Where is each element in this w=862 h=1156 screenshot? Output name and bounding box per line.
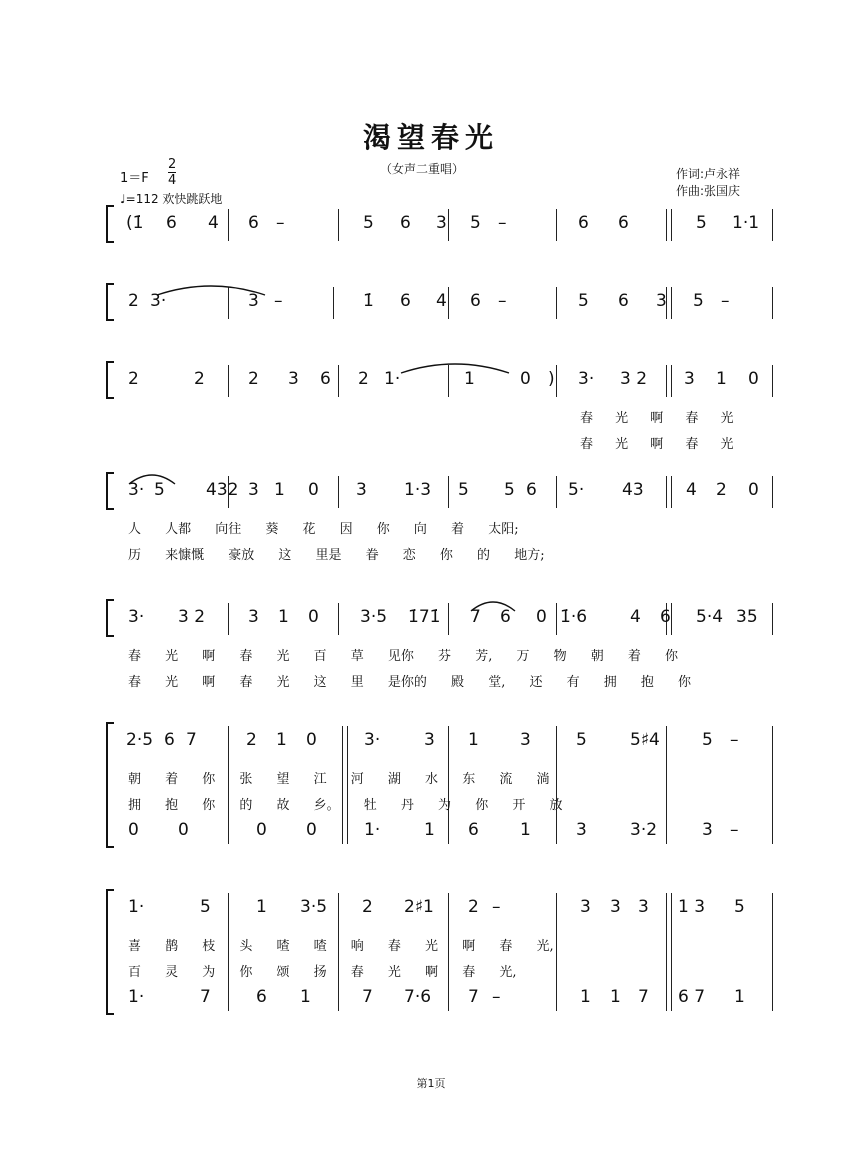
note: – — [498, 213, 507, 233]
note: 4 — [630, 607, 641, 627]
note: 5 — [200, 897, 211, 917]
lyric-line-2: 春 光 啊 春 光 这 里 是你的 殿 堂, 还 有 拥 抱 你 — [128, 675, 691, 690]
note: 5 — [470, 213, 481, 233]
note: 43 — [622, 480, 644, 500]
note: 1· — [128, 897, 145, 917]
note: 2 — [128, 369, 139, 389]
lower-voice-note: 1 — [580, 987, 591, 1007]
double-barline — [666, 287, 672, 319]
note: 1̇71̇ — [408, 607, 441, 627]
note: 3· — [128, 607, 145, 627]
note: 2 — [362, 897, 373, 917]
song-subtitle: （女声二重唱） — [380, 162, 465, 176]
double-barline — [666, 209, 672, 241]
note: 3 — [248, 607, 259, 627]
lower-voice-note: 7·6 — [404, 987, 432, 1007]
note: – — [498, 291, 507, 311]
note: 3 — [520, 730, 531, 750]
note: 0 — [748, 480, 759, 500]
note: 3 — [288, 369, 299, 389]
note: 1 — [276, 730, 287, 750]
score-row-4 — [108, 480, 778, 570]
composer-credit: 作曲:张国庆 — [676, 184, 741, 198]
note: 1· — [384, 369, 401, 389]
barline — [338, 603, 339, 635]
lyric-line-2: 春 光 啊 春 光 — [580, 437, 734, 452]
time-signature — [168, 157, 176, 188]
lyric-line-1: 朝 着 你 张 望 江 河 湖 水 东 流 淌 — [128, 772, 550, 787]
note: 1̇·6 — [560, 607, 588, 627]
double-barline — [666, 476, 672, 508]
note: 3· — [150, 291, 167, 311]
note: 5· — [568, 480, 585, 500]
slur-arc — [156, 283, 266, 297]
note: 0 — [308, 607, 319, 627]
lower-voice-note: 1 — [734, 987, 745, 1007]
barline — [333, 287, 334, 319]
system-bracket — [106, 599, 114, 637]
note: 6 — [526, 480, 537, 500]
note: 1 — [274, 480, 285, 500]
note: 4 — [686, 480, 697, 500]
note: 3· — [128, 480, 145, 500]
note: 0 — [536, 607, 547, 627]
note: ) — [548, 369, 555, 389]
note: 3 — [656, 291, 667, 311]
note: 3 2 — [178, 607, 206, 627]
barline — [448, 287, 449, 319]
note: (1̇ — [126, 213, 144, 233]
note: 4 — [208, 213, 219, 233]
barline — [338, 365, 339, 397]
barline — [556, 893, 557, 1011]
note: 5 — [458, 480, 469, 500]
barline — [556, 287, 557, 319]
system-bracket — [106, 889, 114, 1015]
note: 432 — [206, 480, 239, 500]
note: 3·5 — [360, 607, 388, 627]
note: 1 — [278, 607, 289, 627]
note: 5 — [578, 291, 589, 311]
tempo-marking: ♩=112 欢快跳跃地 — [120, 192, 223, 206]
note: 3· — [364, 730, 381, 750]
lower-voice-note: 0 — [256, 820, 267, 840]
lower-voice-note: – — [730, 820, 739, 840]
note: – — [730, 730, 739, 750]
note: 0 — [520, 369, 531, 389]
score-row-7 — [108, 897, 778, 1027]
note: 0 — [306, 730, 317, 750]
note: 1 — [464, 369, 475, 389]
note: 2·5 — [126, 730, 154, 750]
barline — [338, 476, 339, 508]
note: 5 — [702, 730, 713, 750]
note: 5 — [693, 291, 704, 311]
note: 2 — [248, 369, 259, 389]
lower-voice-note: 7 — [200, 987, 211, 1007]
note: 3 — [436, 213, 447, 233]
note: 7 — [186, 730, 197, 750]
note: 3 — [580, 897, 591, 917]
note: 6 — [164, 730, 175, 750]
barline — [228, 209, 229, 241]
note: 1 — [256, 897, 267, 917]
barline — [556, 209, 557, 241]
note: 35 — [736, 607, 758, 627]
time-bottom: 4 — [168, 173, 177, 188]
note: 3 — [684, 369, 695, 389]
lower-voice-note: 3·2 — [630, 820, 658, 840]
note: 1 — [716, 369, 727, 389]
score-row-6 — [108, 730, 778, 860]
barline — [228, 365, 229, 397]
note: 3 — [356, 480, 367, 500]
score-row-3 — [108, 369, 778, 459]
barline — [772, 726, 773, 844]
barline — [556, 603, 557, 635]
system-bracket — [106, 205, 114, 243]
note: 3· — [578, 369, 595, 389]
lower-voice-note: 0 — [178, 820, 189, 840]
lower-voice-note: 1 — [520, 820, 531, 840]
barline — [666, 726, 667, 844]
note: 3 — [248, 480, 259, 500]
barline — [228, 603, 229, 635]
note: 2 — [358, 369, 369, 389]
note: 6 — [660, 607, 671, 627]
lyric-line-1: 喜 鹊 枝 头 喳 喳 响 春 光 啊 春 光, — [128, 939, 554, 954]
lower-voice-note: 1· — [364, 820, 381, 840]
note: 6 — [400, 213, 411, 233]
barline — [556, 726, 557, 844]
note: 5·4 — [696, 607, 724, 627]
note: 2♯1 — [404, 897, 434, 917]
barline — [772, 603, 773, 635]
note: 2 — [246, 730, 257, 750]
barline — [556, 365, 557, 397]
barline — [448, 476, 449, 508]
note: 4 — [436, 291, 447, 311]
lower-voice-note: 3 — [576, 820, 587, 840]
note: 3 — [424, 730, 435, 750]
barline — [772, 476, 773, 508]
lower-voice-note: 6 — [256, 987, 267, 1007]
system-bracket — [106, 472, 114, 510]
lower-voice-note: 7 — [468, 987, 479, 1007]
lower-voice-note: 7 — [638, 987, 649, 1007]
lyric-line-2: 历 来慷慨 豪放 这 里是 眷 恋 你 的 地方; — [128, 548, 545, 563]
note: 1·1 — [732, 213, 760, 233]
time-top: 2 — [168, 157, 177, 172]
barline — [772, 209, 773, 241]
lyric-line-1: 人 人都 向往 葵 花 因 你 向 着 太阳; — [128, 522, 519, 537]
score-row-5 — [108, 607, 778, 697]
note: 2 — [194, 369, 205, 389]
lower-voice-note: 3 — [702, 820, 713, 840]
note: 5♯4 — [630, 730, 660, 750]
note: 5 — [363, 213, 374, 233]
note: – — [276, 213, 285, 233]
note: 2 — [128, 291, 139, 311]
lower-voice-note: 6 — [468, 820, 479, 840]
note: 6 — [248, 213, 259, 233]
note: 6 — [618, 291, 629, 311]
barline — [772, 893, 773, 1011]
note: 1·3 — [404, 480, 432, 500]
note: 5 — [696, 213, 707, 233]
note: 6 — [500, 607, 511, 627]
lyric-line-2: 百 灵 为 你 颂 扬 春 光 啊 春 光, — [128, 965, 517, 980]
lower-voice-note: 0 — [306, 820, 317, 840]
note: 2 — [716, 480, 727, 500]
lyricist-credit: 作词:卢永祥 — [676, 167, 741, 181]
note: – — [721, 291, 730, 311]
lower-voice-note: 1 — [424, 820, 435, 840]
song-title: 渴望春光 — [362, 121, 499, 154]
lower-voice-note: 1· — [128, 987, 145, 1007]
note: 5 — [504, 480, 515, 500]
note: 6 — [166, 213, 177, 233]
barline — [448, 603, 449, 635]
note: 6 — [470, 291, 481, 311]
lower-voice-note: 0 — [128, 820, 139, 840]
lower-voice-note: 1 — [610, 987, 621, 1007]
note: 1̇ — [363, 291, 374, 311]
note: 6 — [400, 291, 411, 311]
barline — [448, 209, 449, 241]
note: 1 3 — [678, 897, 706, 917]
slur-arc — [400, 361, 510, 375]
double-barline — [666, 893, 672, 1011]
note: 3 — [248, 291, 259, 311]
barline — [772, 287, 773, 319]
note: 3 2 — [620, 369, 648, 389]
note: 0 — [748, 369, 759, 389]
barline — [772, 365, 773, 397]
lower-voice-note: 6 7 — [678, 987, 706, 1007]
lyric-line-1: 春 光 啊 春 光 — [580, 411, 734, 426]
double-barline — [666, 365, 672, 397]
lower-voice-note: 1 — [300, 987, 311, 1007]
note: 5 — [154, 480, 165, 500]
system-bracket — [106, 722, 114, 848]
note: 3 — [638, 897, 649, 917]
system-bracket — [106, 361, 114, 399]
lower-voice-note: 7 — [362, 987, 373, 1007]
lyric-line-1: 春 光 啊 春 光 百 草 见你 芬 芳, 万 物 朝 着 你 — [128, 649, 678, 664]
note: 3·5 — [300, 897, 328, 917]
barline — [338, 209, 339, 241]
note: 0 — [308, 480, 319, 500]
barline — [556, 476, 557, 508]
note: 7 — [470, 607, 481, 627]
page-number: 第1页 — [416, 1077, 446, 1090]
note: 3 — [610, 897, 621, 917]
score-row-2 — [108, 291, 778, 321]
lower-voice-note: – — [492, 987, 501, 1007]
key-signature: 1＝F — [120, 171, 149, 186]
note: 5 — [734, 897, 745, 917]
slur-arc — [470, 599, 516, 613]
slur-arc — [128, 472, 176, 486]
note: 6 — [320, 369, 331, 389]
note: 6 — [618, 213, 629, 233]
note: 6 — [578, 213, 589, 233]
note: 1 — [468, 730, 479, 750]
note: 2 — [468, 897, 479, 917]
note: – — [492, 897, 501, 917]
score-row-1 — [108, 213, 778, 243]
lyric-line-2: 拥 抱 你 的 故 乡。 牡 丹 为 你 开 放 — [128, 798, 563, 813]
note: 5 — [576, 730, 587, 750]
note: – — [274, 291, 283, 311]
system-bracket — [106, 283, 114, 321]
